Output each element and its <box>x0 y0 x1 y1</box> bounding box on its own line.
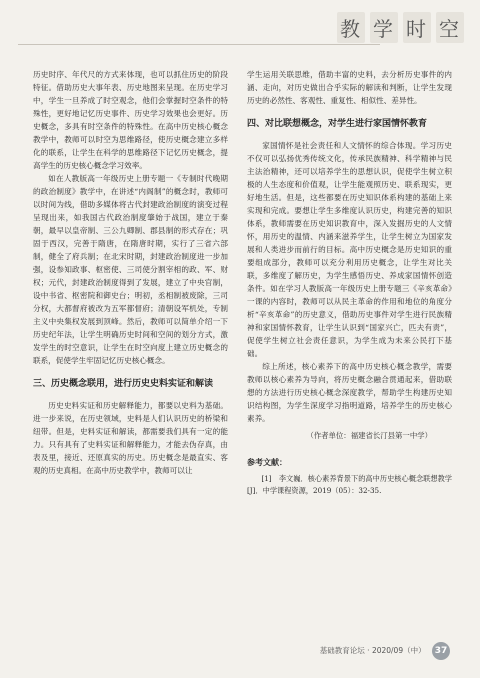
header-rule <box>18 44 380 45</box>
header-char: 学 <box>370 12 398 43</box>
page-footer <box>320 642 450 660</box>
body-paragraph: 综上所述，核心素养下的高中历史核心概念教学，需要教师以核心素养为导向，将历史概念融合贯通起来，借助联想的方法进行历史核心概念深度教学，帮助学生构建历史知识结构图，为学生深度学习指明道路，培养学生的历史核心素养。 <box>247 362 452 423</box>
right-column <box>247 68 452 497</box>
section-header <box>332 12 464 43</box>
header-char: 时 <box>403 12 431 43</box>
body-paragraph: 学生运用关联思维，借助丰富的史料，去分析历史事件的内涵、走向，对历史做出合乎实际的解读和判断，让学生发现历史的必然性、客观性、重复性、相似性、差异性。 <box>247 70 452 105</box>
section-heading: 四、对比联想概念，对学生进行家国情怀教育 <box>247 119 428 129</box>
author-affiliation: （作者单位：福建省长汀县第一中学） <box>306 431 432 440</box>
body-paragraph: 如在人教版高一年级历史上册专题一《专制时代晚期的政治制度》教学中，在讲述“内阁制”的概念时，教师可以时间为线，借助多媒体将古代封建政治制度的演变过程呈现出来，如我国古代政治制度肇始于战国，建立于秦朝，最早以皇帝制、三公九卿制、郡县制的形式存在；巩固于西汉，完善于隋唐，在隋唐时期，实行了三省六部制，健全了府兵制；在北宋时期，封建政治制度进一步加强，设参知政事、枢密使、三司使分割宰相的政、军、财权；元代，封建政治制度得到了发展，建立了中央官制，设中书省、枢密院和御史台；明初，丞相制被废除，三司分权，大都督府被改为五军都督府；清朝设军机处，专制主义中央集权发展到顶峰。然后，教师可以简单介绍一下历史纪年法，让学生明确历史时间和空间的划分方式，激发学生的时空意识，让学生在时空向度上建立历史概念的联系，促使学生牢固记忆历史核心概念。 <box>33 174 228 365</box>
references-heading: 参考文献： <box>247 458 287 467</box>
header-char: 教 <box>337 12 365 43</box>
reference-item: [1] 李文巍．核心素养背景下的高中历史核心概念联想教学[J]．中学课程资源，2019（05）：32-35. <box>247 474 452 495</box>
header-char: 空 <box>436 12 464 43</box>
body-paragraph: 家国情怀是社会责任和人文情怀的综合体现。学习历史不仅可以弘扬优秀传统文化，传承民族精神、科学精神与民主法治精神，还可以培养学生的思想认识，促使学生树立积极的人生态度和价值观，让学生能观照历史、联系现实，更好地生活。但是，这些都要在历史知识体系构建的基础上来实现和完成。要想让学生多维度认识历史，构建完善的知识体系，教师需要在历史知识教育中，深入发掘历史的人文情怀，用历史的温情、内涵来滋养学生，让学生树立为国家发展和人类进步而前行的目标。高中历史概念是历史知识的重要组成部分，教师可以充分利用历史概念，让学生对比关联，多维度了解历史，为学生感悟历史、养成家国情怀创造条件。如在学习人教版高一年级历史上册专题三《辛亥革命》一课的内容时，教师可以从民主革命的作用和地位的角度分析“辛亥革命”的历史意义，借助历史事件对学生进行民族精神和家国情怀教育，让学生认识到“国家兴亡，匹夫有责”，促使学生树立社会责任意识，为学生成为未来公民打下基础。 <box>247 141 452 358</box>
page-number: 37 <box>432 642 450 660</box>
left-column <box>33 68 228 477</box>
section-heading: 三、历史概念联用，进行历史史料实证和解读 <box>33 379 214 389</box>
journal-info: 基础教育论坛 · 2020/09（中） <box>319 646 426 655</box>
body-paragraph: 历史时序、年代尺的方式来体现，也可以抓住历史的阶段特征。借助历史大事年表、历史地图来呈现。在历史学习中，学生一旦养成了时空观念，他们会掌握时空条件的特殊性，更好地记忆历史事件、历史学习效果也会更好。历史概念，多具有时空条件的特殊性。在高中历史核心概念教学中，教师可以时空为思维路径，使历史概念建立多样化的联系，让学生在科学的思维路径下记忆历史概念，提高学生的历史核心概念学习效率。 <box>33 70 228 170</box>
body-paragraph: 历史史料实证和历史解释能力，都要以史料为基础。进一步来说，在历史领域，史料是人们认识历史的桥梁和纽带。但是，史料实证和解读，都需要我们具有一定的能力。只有具有了史料实证和解释能力，才能去伪存真，由表及里，接近、还原真实的历史。历史概念是最直实、客观的历史真相。在高中历史教学中，教师可以让 <box>33 401 228 475</box>
